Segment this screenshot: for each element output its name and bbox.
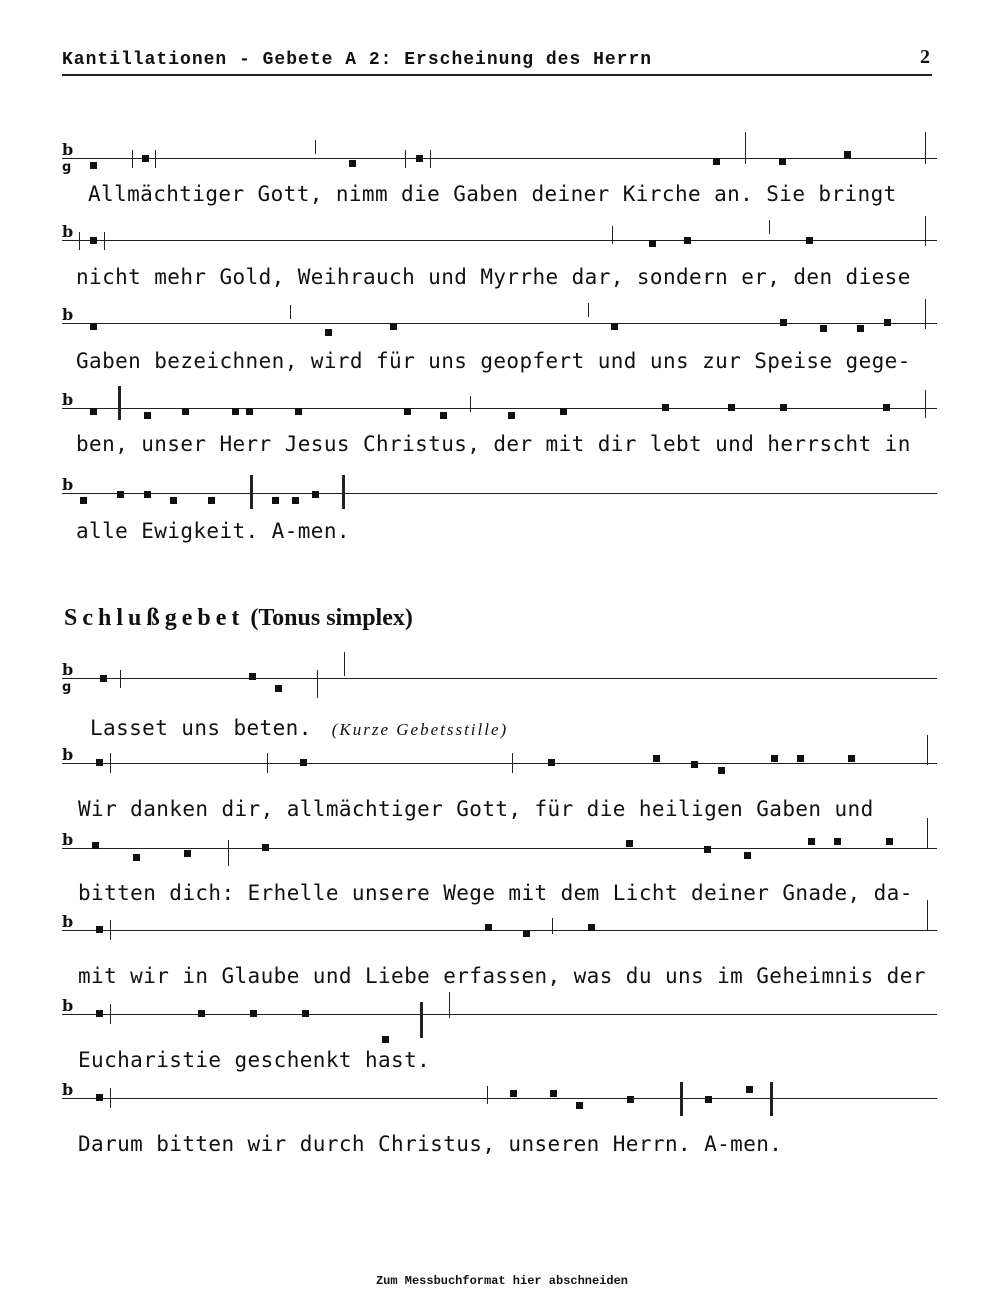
note bbox=[713, 158, 720, 165]
remark: (Kurze Gebetsstille) bbox=[331, 720, 509, 739]
note bbox=[844, 151, 851, 158]
note bbox=[884, 319, 891, 326]
staff-4 bbox=[62, 390, 937, 430]
staff-5 bbox=[62, 475, 937, 515]
bar-line bbox=[315, 140, 316, 154]
note bbox=[691, 761, 698, 768]
bar-line bbox=[925, 216, 926, 246]
staff-7 bbox=[62, 745, 937, 785]
note bbox=[440, 412, 447, 419]
note bbox=[883, 404, 890, 411]
note bbox=[90, 162, 97, 169]
bar-line bbox=[104, 232, 105, 250]
note bbox=[80, 497, 87, 504]
bar-line bbox=[925, 299, 926, 329]
flat-clef: b bbox=[62, 475, 74, 494]
note bbox=[416, 155, 423, 162]
bar-line bbox=[612, 226, 613, 244]
bar-line bbox=[228, 840, 229, 866]
bar-line bbox=[267, 753, 268, 773]
note bbox=[184, 850, 191, 857]
note bbox=[250, 1010, 257, 1017]
page-number: 2 bbox=[920, 46, 930, 68]
bar-line bbox=[110, 753, 111, 773]
note bbox=[808, 838, 815, 845]
note bbox=[133, 854, 140, 861]
note bbox=[96, 759, 103, 766]
note bbox=[886, 838, 893, 845]
bar-line bbox=[344, 652, 345, 676]
flat-clef: b bbox=[62, 830, 74, 849]
bar-line bbox=[927, 735, 928, 765]
note bbox=[649, 240, 656, 247]
bar-line bbox=[132, 150, 133, 168]
bar-line bbox=[110, 1004, 111, 1024]
note bbox=[262, 844, 269, 851]
bar-line bbox=[110, 920, 111, 940]
note bbox=[746, 1086, 753, 1093]
note bbox=[780, 404, 787, 411]
lyric-line: mit wir in Glaube und Liebe erfassen, was du uns im Geheimnis der bbox=[78, 964, 926, 988]
staff-1 bbox=[62, 140, 937, 180]
note bbox=[834, 838, 841, 845]
double-bar bbox=[420, 1002, 423, 1038]
lyric-line: nicht mehr Gold, Weihrauch und Myrrhe dar, sondern er, den diese bbox=[76, 265, 911, 289]
note bbox=[142, 155, 149, 162]
note bbox=[588, 924, 595, 931]
flat-clef: b bbox=[62, 1080, 74, 1099]
note bbox=[96, 926, 103, 933]
bar-line bbox=[430, 150, 431, 168]
note bbox=[100, 675, 107, 682]
double-bar bbox=[680, 1082, 683, 1116]
note bbox=[820, 325, 827, 332]
note bbox=[90, 237, 97, 244]
note bbox=[728, 404, 735, 411]
note bbox=[325, 329, 332, 336]
note bbox=[272, 497, 279, 504]
double-bar bbox=[118, 386, 121, 420]
staff-3 bbox=[62, 305, 937, 345]
lyric-line: Wir danken dir, allmächtiger Gott, für die heiligen Gaben und bbox=[78, 797, 874, 821]
note bbox=[560, 408, 567, 415]
lyric-line: alle Ewigkeit. A-men. bbox=[76, 519, 350, 543]
lyric-line: bitten dich: Erhelle unsere Wege mit dem Licht deiner Gnade, da- bbox=[78, 881, 913, 905]
note bbox=[92, 842, 99, 849]
note bbox=[550, 1090, 557, 1097]
flat-clef: b bbox=[62, 996, 74, 1015]
bar-line bbox=[290, 305, 291, 319]
note bbox=[246, 408, 253, 415]
note bbox=[779, 158, 786, 165]
lyric-line: Darum bitten wir durch Christus, unseren Herrn. A-men. bbox=[78, 1132, 783, 1156]
note bbox=[718, 767, 725, 774]
bar-line bbox=[487, 1086, 488, 1104]
note bbox=[626, 840, 633, 847]
note bbox=[182, 408, 189, 415]
note bbox=[485, 924, 492, 931]
section-title-main: Schlußgebet bbox=[64, 605, 245, 631]
note bbox=[576, 1102, 583, 1109]
bar-line bbox=[927, 818, 928, 848]
bar-line bbox=[552, 918, 553, 934]
section-subtitle: (Tonus simplex) bbox=[250, 605, 413, 631]
flat-clef: b bbox=[62, 912, 74, 931]
flat-clef: b bbox=[62, 660, 74, 679]
note bbox=[144, 491, 151, 498]
bar-line bbox=[769, 220, 770, 234]
note bbox=[170, 497, 177, 504]
note bbox=[806, 237, 813, 244]
lyric-line: Eucharistie geschenkt hast. bbox=[78, 1048, 431, 1072]
note bbox=[117, 491, 124, 498]
note bbox=[797, 755, 804, 762]
note bbox=[249, 673, 256, 680]
note bbox=[744, 852, 751, 859]
note bbox=[312, 491, 319, 498]
flat-clef: b bbox=[62, 222, 74, 241]
note bbox=[510, 1090, 517, 1097]
bar-line bbox=[449, 992, 450, 1018]
staff-9 bbox=[62, 912, 937, 952]
bar-line bbox=[405, 150, 406, 168]
note bbox=[90, 408, 97, 415]
bar-line bbox=[470, 396, 471, 412]
note bbox=[292, 497, 299, 504]
note bbox=[404, 408, 411, 415]
note bbox=[771, 755, 778, 762]
double-bar bbox=[250, 475, 253, 509]
bar-line bbox=[588, 303, 589, 317]
bar-line bbox=[155, 150, 156, 168]
lyric-line bbox=[90, 716, 508, 740]
bar-line bbox=[925, 390, 926, 418]
note bbox=[780, 319, 787, 326]
note bbox=[848, 755, 855, 762]
note bbox=[208, 497, 215, 504]
double-bar bbox=[342, 475, 345, 509]
note bbox=[295, 408, 302, 415]
staff-11 bbox=[62, 1080, 937, 1120]
lyric-line: Gaben bezeichnen, wird für uns geopfert und uns zur Speise gege- bbox=[76, 349, 911, 373]
flat-clef: b bbox=[62, 305, 74, 324]
double-bar bbox=[770, 1082, 773, 1116]
note bbox=[300, 759, 307, 766]
note bbox=[390, 323, 397, 330]
note bbox=[857, 325, 864, 332]
note bbox=[96, 1094, 103, 1101]
note bbox=[90, 323, 97, 330]
note bbox=[96, 1010, 103, 1017]
staff-8 bbox=[62, 830, 937, 870]
note bbox=[275, 685, 282, 692]
bar-line bbox=[745, 132, 746, 164]
bar-line bbox=[120, 670, 121, 688]
lyric-line: ben, unser Herr Jesus Christus, der mit dir lebt und herrscht in bbox=[76, 432, 911, 456]
note bbox=[611, 323, 618, 330]
cut-line-note: Zum Messbuchformat hier abschneiden bbox=[375, 1274, 629, 1288]
bar-line bbox=[927, 900, 928, 930]
staff-6 bbox=[62, 660, 937, 700]
note bbox=[548, 759, 555, 766]
note bbox=[684, 237, 691, 244]
flat-clef: b bbox=[62, 140, 74, 159]
flat-clef: b bbox=[62, 745, 74, 764]
g-clef: g bbox=[62, 680, 72, 695]
lyric-text: Lasset uns beten. bbox=[90, 716, 312, 740]
note bbox=[704, 846, 711, 853]
note bbox=[705, 1096, 712, 1103]
section-title bbox=[64, 605, 413, 632]
note bbox=[508, 412, 515, 419]
flat-clef: b bbox=[62, 390, 74, 409]
bar-line bbox=[925, 132, 926, 164]
lyric-line: Allmächtiger Gott, nimm die Gaben deiner Kirche an. Sie bringt bbox=[88, 182, 897, 206]
note bbox=[382, 1036, 389, 1043]
note bbox=[198, 1010, 205, 1017]
bar-line bbox=[110, 1088, 111, 1108]
g-clef: g bbox=[62, 160, 72, 175]
staff-10 bbox=[62, 996, 937, 1036]
note bbox=[232, 408, 239, 415]
page-title: Kantillationen - Gebete A 2: Erscheinung des Herrn bbox=[62, 50, 653, 70]
bar-line bbox=[317, 670, 318, 698]
note bbox=[662, 404, 669, 411]
note bbox=[523, 930, 530, 937]
staff-2 bbox=[62, 222, 937, 262]
bar-line bbox=[512, 753, 513, 773]
bar-line bbox=[79, 232, 80, 250]
note bbox=[627, 1096, 634, 1103]
note bbox=[302, 1010, 309, 1017]
note bbox=[653, 755, 660, 762]
page-header bbox=[62, 44, 932, 76]
note bbox=[349, 160, 356, 167]
note bbox=[144, 412, 151, 419]
